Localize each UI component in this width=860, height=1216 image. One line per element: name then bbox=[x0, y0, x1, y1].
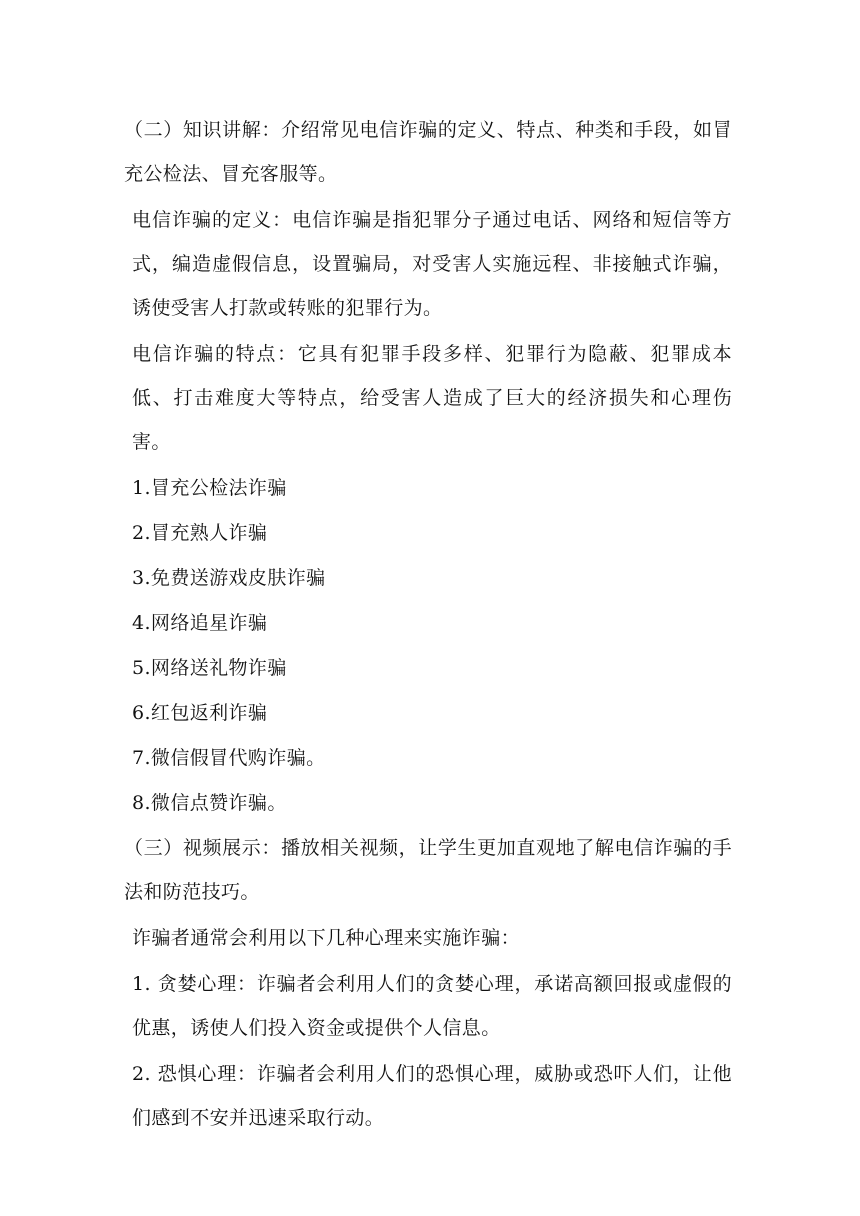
fraud-type-item: 2.冒充熟人诈骗 bbox=[132, 522, 268, 544]
psychology-fear: 2. 恐惧心理：诈骗者会利用人们的恐惧心理，威胁或恐吓人们，让他们感到不安并迅速采取行动。 bbox=[132, 1063, 732, 1129]
psychology-greed: 1. 贪婪心理：诈骗者会利用人们的贪婪心理，承诺高额回报或虚假的优惠，诱使人们投入资金或提供个人信息。 bbox=[132, 973, 732, 1039]
psychology-intro: 诈骗者通常会利用以下几种心理来实施诈骗： bbox=[132, 927, 521, 949]
fraud-type-item: 6.红包返利诈骗 bbox=[132, 702, 268, 724]
characteristics-paragraph: 电信诈骗的特点：它具有犯罪手段多样、犯罪行为隐蔽、犯罪成本低、打击难度大等特点，给受害人造成了巨大的经济损失和心理伤害。 bbox=[132, 343, 732, 453]
document-body bbox=[124, 108, 732, 1142]
fraud-type-item: 4.网络追星诈骗 bbox=[132, 612, 268, 634]
section-video-display: （三）视频展示：播放相关视频，让学生更加直观地了解电信诈骗的手法和防范技巧。 bbox=[124, 837, 732, 903]
fraud-type-item: 7.微信假冒代购诈骗。 bbox=[132, 747, 326, 769]
section-knowledge-intro: （二）知识讲解：介绍常见电信诈骗的定义、特点、种类和手段，如冒充公检法、冒充客服等。 bbox=[124, 119, 732, 185]
definition-paragraph: 电信诈骗的定义：电信诈骗是指犯罪分子通过电话、网络和短信等方式，编造虚假信息，设置骗局，对受害人实施远程、非接触式诈骗，诱使受害人打款或转账的犯罪行为。 bbox=[132, 209, 732, 319]
fraud-type-item: 8.微信点赞诈骗。 bbox=[132, 792, 287, 814]
fraud-type-item: 5.网络送礼物诈骗 bbox=[132, 657, 287, 679]
fraud-type-item: 3.免费送游戏皮肤诈骗 bbox=[132, 567, 326, 589]
fraud-type-item: 1.冒充公检法诈骗 bbox=[132, 477, 287, 499]
